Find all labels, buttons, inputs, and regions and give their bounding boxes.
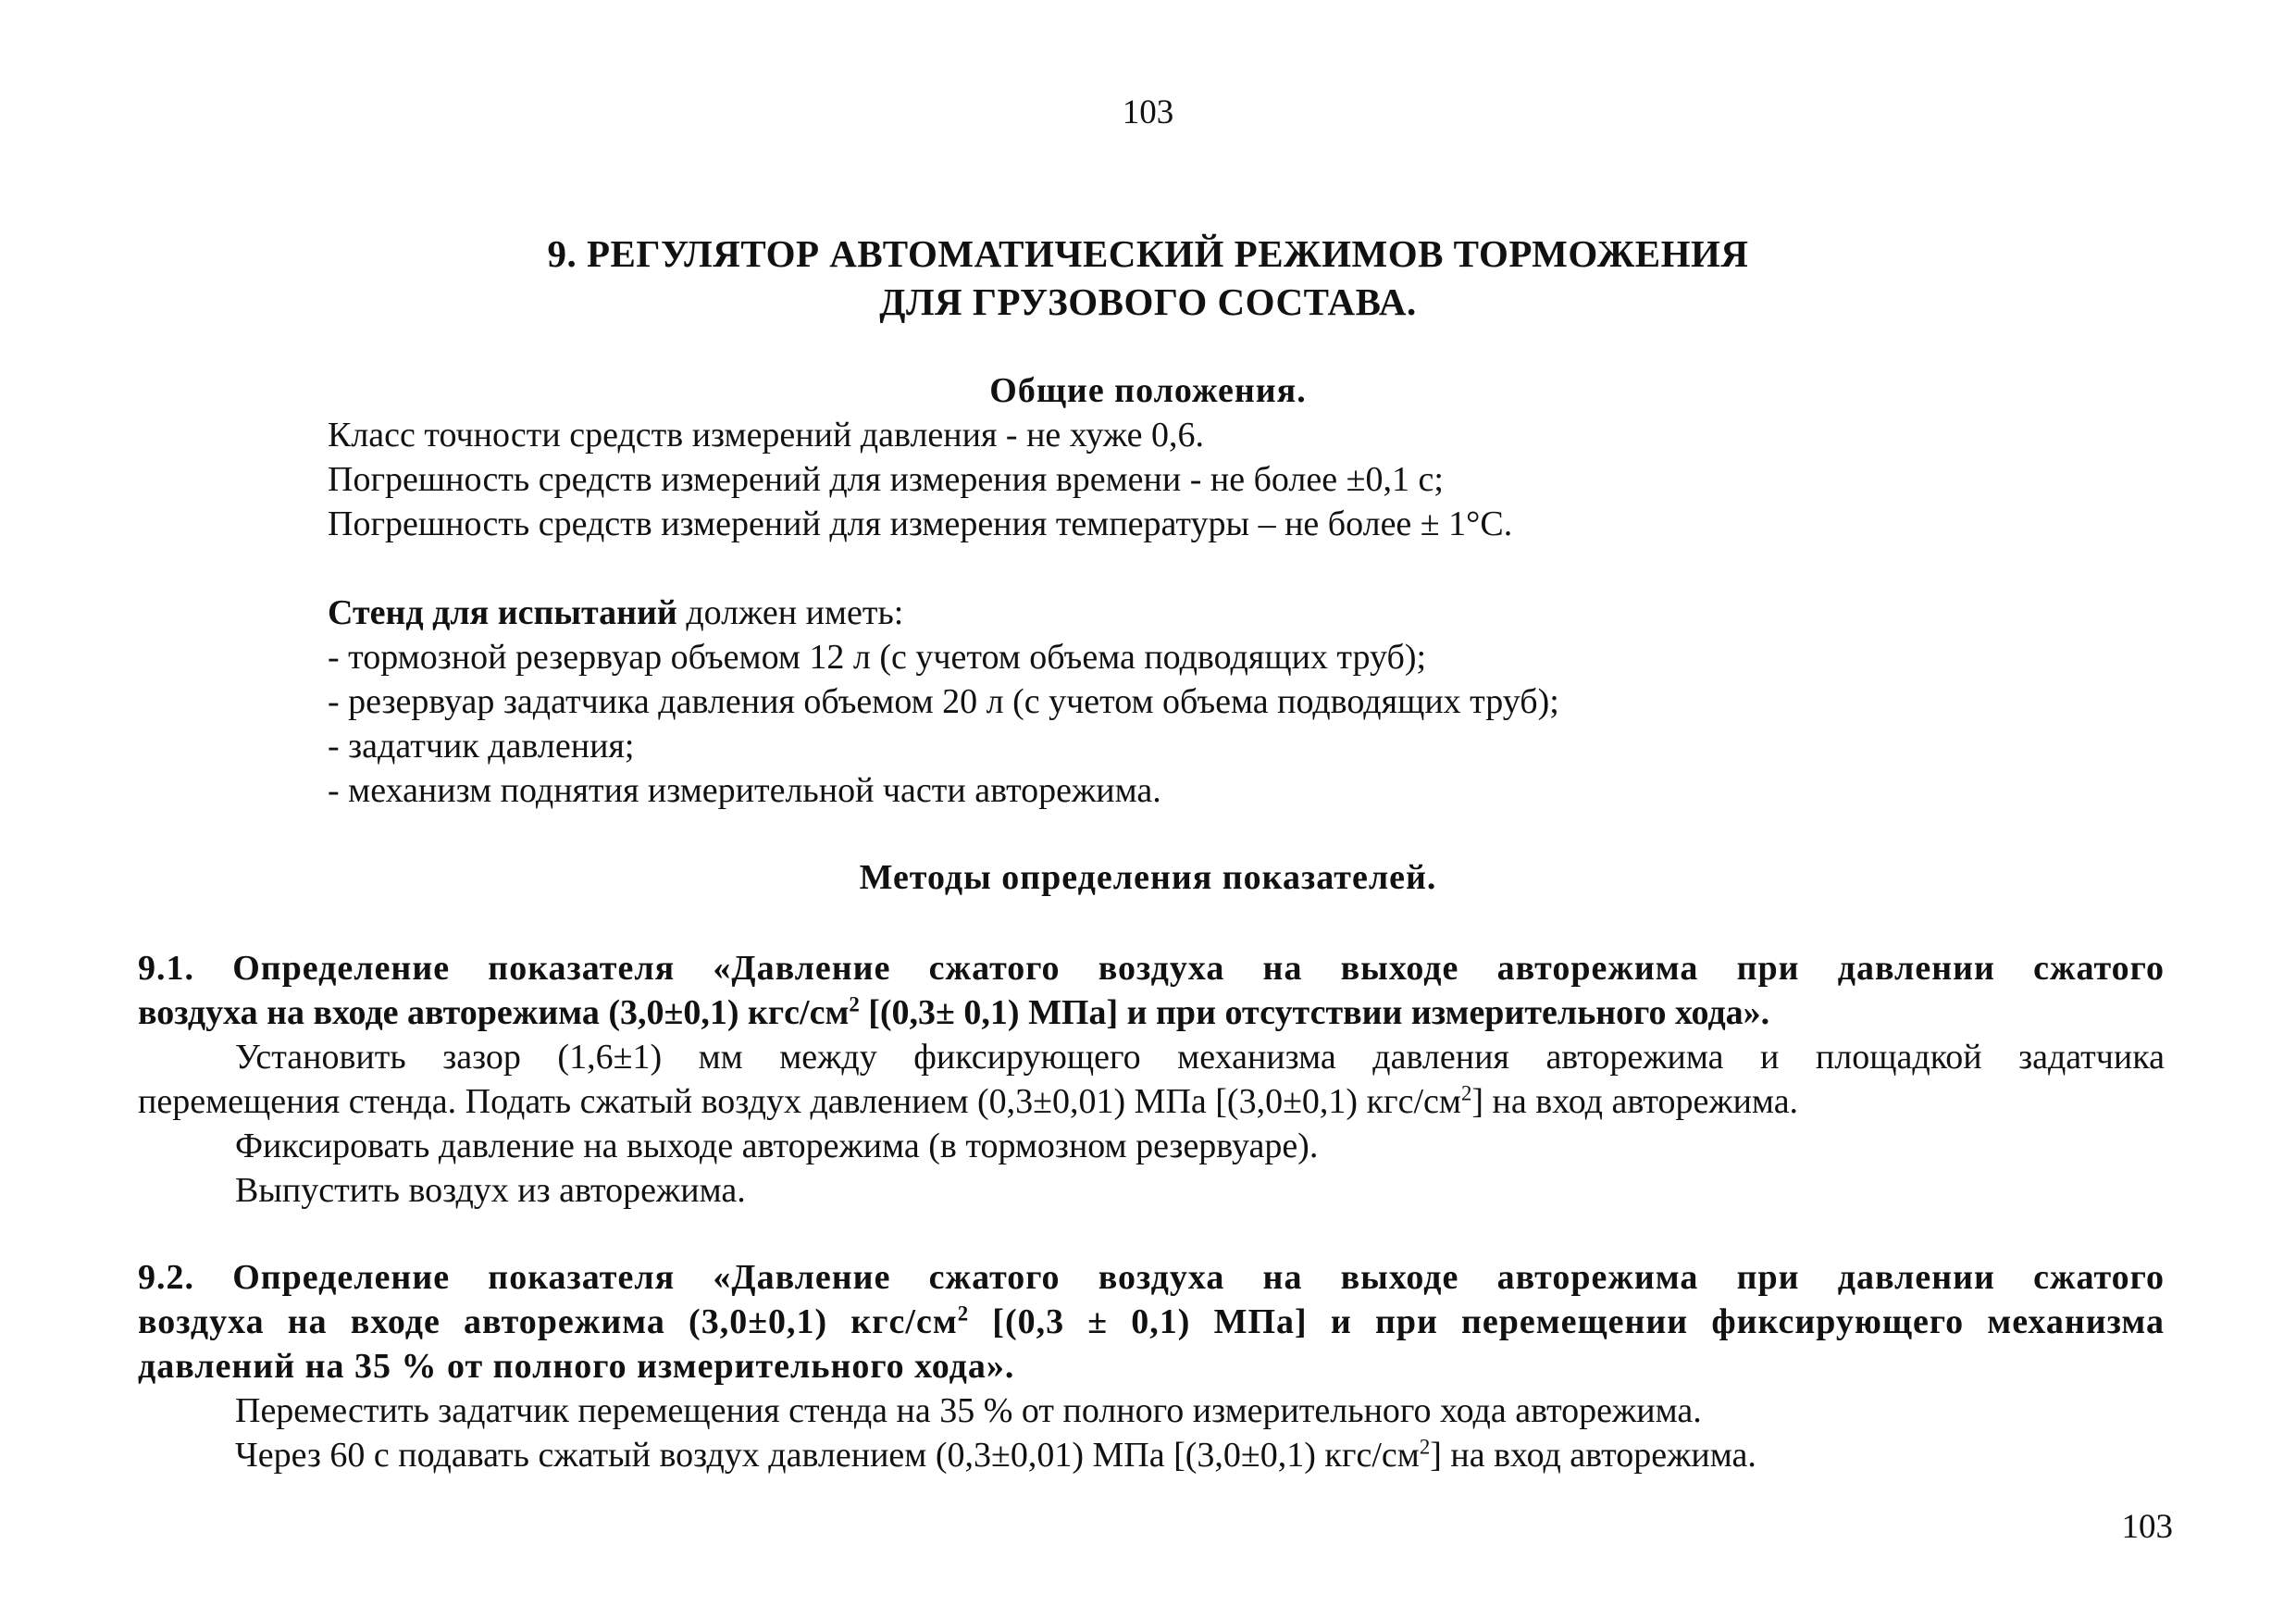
page-number-top: 103 [1122, 93, 1174, 131]
stand-item: - резервуар задатчика давления объемом 20 л (с учетом объема подводящих труб); [328, 682, 1559, 721]
s91-heading-line-2b: [(0,3± 0,1) МПа] и при отсутствии измерительного хода». [859, 993, 1770, 1032]
s92-heading-line-2a: воздуха на входе авторежима (3,0±0,1) кгс/см [138, 1302, 958, 1341]
s91-para-line-2a: перемещения стенда. Подать сжатый воздух давлением (0,3±0,01) МПа [(3,0±0,1) кгс/см [138, 1082, 1461, 1121]
s92-heading-sup: 2 [957, 1301, 970, 1326]
s91-heading-sup: 2 [849, 992, 860, 1016]
s91-para-line-2b: ] на вход авторежима. [1471, 1082, 1799, 1121]
s92-para-2a: Через 60 с подавать сжатый воздух давлением (0,3±0,01) МПа [(3,0±0,1) кгс/см [235, 1436, 1420, 1475]
stand-item: - задатчик давления; [328, 727, 635, 766]
s91-heading-line-1: 9.1. Определение показателя «Давление сжатого воздуха на выходе авторежима при давлении сжатого [138, 949, 2165, 988]
s91-para-line-2 [138, 1081, 1798, 1122]
page-number-bottom: 103 [2121, 1508, 2173, 1546]
temperature-error-line: Погрешность средств измерений для измерения температуры – не более ± 1°С. [328, 504, 1513, 543]
s92-heading-line-2b: [(0,3 ± 0,1) МПа] и при перемещении фиксирующего механизма [969, 1302, 2165, 1341]
stand-heading-rest: должен иметь: [676, 593, 904, 632]
s92-heading-line-2 [138, 1301, 2165, 1342]
s91-heading-line-2 [138, 992, 1769, 1033]
stand-heading [328, 592, 903, 633]
stand-heading-bold: Стенд для испытаний [328, 593, 677, 632]
general-provisions-heading: Общие положения. [989, 371, 1307, 410]
s91-para-2: Фиксировать давление на выходе авторежима (в тормозном резервуаре). [235, 1127, 1319, 1165]
time-error-line: Погрешность средств измерений для измерения времени - не более ±0,1 с; [328, 460, 1444, 499]
stand-item: - механизм поднятия измерительной части авторежима. [328, 771, 1161, 810]
section-title-line-2: ДЛЯ ГРУЗОВОГО СОСТАВА. [879, 280, 1417, 323]
s92-heading-line-1: 9.2. Определение показателя «Давление сжатого воздуха на выходе авторежима при давлении сжатого [138, 1258, 2165, 1297]
s91-heading-line-2a: воздуха на входе авторежима (3,0±0,1) кгс/см [138, 993, 850, 1032]
accuracy-class-line: Класс точности средств измерений давления - не хуже 0,6. [328, 416, 1204, 455]
methods-heading: Методы определения показателей. [859, 858, 1437, 897]
s91-para-line-1: Установить зазор (1,6±1) мм между фиксирующего механизма давления авторежима и площадкой задатчика [235, 1038, 2165, 1077]
s92-para-2b: ] на вход авторежима. [1430, 1436, 1756, 1475]
s92-heading-line-3: давлений на 35 % от полного измерительного хода». [138, 1347, 1015, 1386]
s91-para-sup: 2 [1460, 1081, 1472, 1105]
s91-para-3: Выпустить воздух из авторежима. [235, 1171, 746, 1210]
stand-item: - тормозной резервуар объемом 12 л (с учетом объема подводящих труб); [328, 638, 1427, 677]
section-title-line-1: 9. РЕГУЛЯТОР АВТОМАТИЧЕСКИЙ РЕЖИМОВ ТОРМОЖЕНИЯ [547, 232, 1749, 275]
s92-para-1: Переместить задатчик перемещения стенда на 35 % от полного измерительного хода авторежима. [235, 1391, 1702, 1430]
s92-para-2 [235, 1435, 1756, 1476]
s92-para-sup: 2 [1419, 1435, 1431, 1459]
